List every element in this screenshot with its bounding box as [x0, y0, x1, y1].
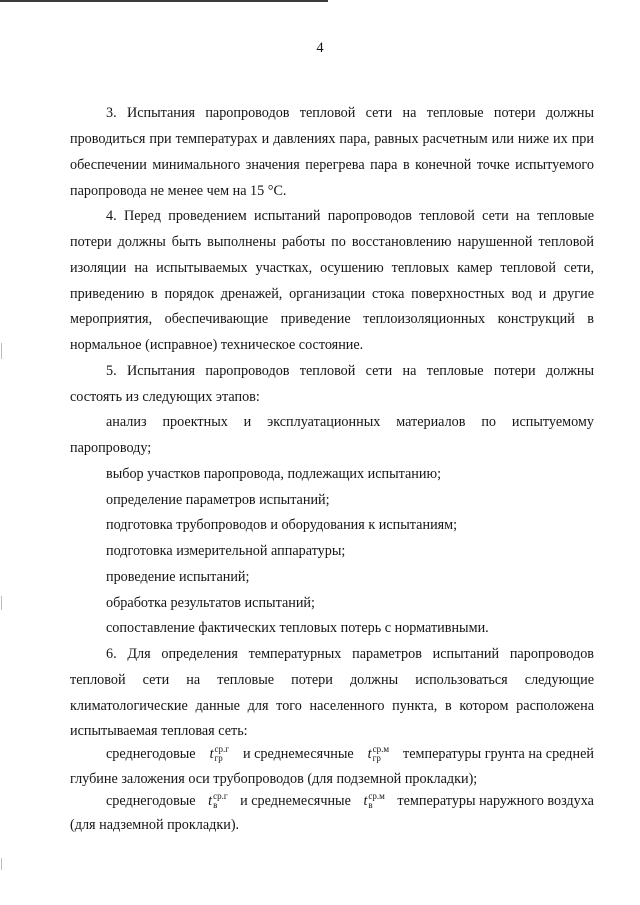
soil-monthly-symbol — [368, 740, 389, 768]
soil-temperature-line-2: глубине заложения оси трубопроводов (для подземной прокладки); — [70, 771, 478, 787]
list-item-2: выбор участков паропровода, подлежащих испытанию; — [106, 466, 442, 482]
scan-margin-mark — [1, 858, 2, 870]
scan-margin-mark — [1, 343, 2, 359]
paragraph-3-line-2: проводиться при температурах и давлениях пара, равных расчетным или ниже их при — [70, 131, 594, 147]
paragraph-3-line-1: 3. Испытания паропроводов тепловой сети на тепловые потери должны — [106, 105, 594, 121]
paragraph-3-line-3: обеспечении минимального значения перегрева пара в конечной точке испытуемого — [70, 157, 594, 173]
air-monthly-subscript: в — [368, 800, 373, 810]
soil-monthly-t: t — [367, 746, 372, 762]
paragraph-4-line-6: нормальное (исправное) техническое состояние. — [70, 337, 364, 353]
air-temperature-line — [106, 787, 594, 815]
air-annual-subscript: в — [213, 800, 218, 810]
paragraph-4-line-1: 4. Перед проведением испытаний паропроводов тепловой сети на тепловые — [106, 208, 594, 224]
air-annual-t: t — [208, 793, 213, 809]
soil-monthly-subscript: гр — [372, 753, 381, 763]
list-item-8: сопоставление фактических тепловых потерь с нормативными. — [106, 620, 489, 636]
air-monthly-t: t — [363, 793, 368, 809]
soil-monthly-superscript: ср.м — [372, 744, 390, 754]
soil-term-annual-word: среднегодовые — [106, 746, 196, 762]
air-annual-symbol — [208, 787, 227, 815]
air-temperature-line-2: (для надземной прокладки). — [70, 817, 240, 833]
soil-annual-symbol — [210, 740, 229, 768]
list-item-6: проведение испытаний; — [106, 569, 250, 585]
soil-annual-subscript: гр — [214, 753, 223, 763]
paragraph-6-line-1: 6. Для определения температурных параметров испытаний паропроводов — [106, 646, 594, 662]
paragraph-5-line-2: состоять из следующих этапов: — [70, 389, 260, 405]
list-item-3: определение параметров испытаний; — [106, 492, 330, 508]
soil-term-rest: температуры грунта на средней — [403, 746, 594, 762]
paragraph-3-line-4: паропровода не менее чем на 15 °С. — [70, 183, 287, 199]
list-item-1-line-2: паропроводу; — [70, 440, 152, 456]
air-monthly-symbol — [363, 787, 384, 815]
list-item-1-line-1: анализ проектных и эксплуатационных материалов по испытуемому — [106, 414, 594, 430]
scan-top-rule — [0, 0, 328, 2]
air-term-annual-word: среднегодовые — [106, 793, 196, 809]
paragraph-4-line-4: приведению в порядок дренажей, организации стока поверхностных вод и другие — [70, 286, 594, 302]
air-annual-superscript: ср.г — [213, 791, 228, 801]
paragraph-5-line-1: 5. Испытания паропроводов тепловой сети на тепловые потери должны — [106, 363, 594, 379]
paragraph-4-line-5: мероприятия, обеспечивающие приведение теплоизоляционных конструкций в — [70, 311, 594, 327]
paragraph-4-line-2: потери должны быть выполнены работы по восстановлению нарушенной тепловой — [70, 234, 594, 250]
soil-annual-superscript: ср.г — [214, 744, 229, 754]
paragraph-6-line-2: тепловой сети на тепловые потери должны использоваться следующие — [70, 672, 594, 688]
list-item-4: подготовка трубопроводов и оборудования к испытаниям; — [106, 517, 458, 533]
air-term-monthly-word: и среднемесячные — [240, 793, 351, 809]
soil-temperature-line — [106, 740, 594, 768]
soil-annual-t: t — [209, 746, 214, 762]
paragraph-6-line-3: климатологические данные для того населенного пункта, в котором расположена — [70, 698, 594, 714]
list-item-7: обработка результатов испытаний; — [106, 595, 315, 611]
air-monthly-superscript: ср.м — [368, 791, 385, 801]
paragraph-6-line-4: испытываемая тепловая сеть: — [70, 723, 248, 739]
air-term-rest: температуры наружного воздуха — [397, 793, 594, 809]
page-number: 4 — [316, 40, 324, 56]
list-item-5: подготовка измерительной аппаратуры; — [106, 543, 346, 559]
scan-margin-mark — [1, 596, 2, 610]
paragraph-4-line-3: изоляции на испытываемых участках, осушению тепловых камер тепловой сети, — [70, 260, 594, 276]
soil-term-monthly-word: и среднемесячные — [242, 746, 354, 762]
